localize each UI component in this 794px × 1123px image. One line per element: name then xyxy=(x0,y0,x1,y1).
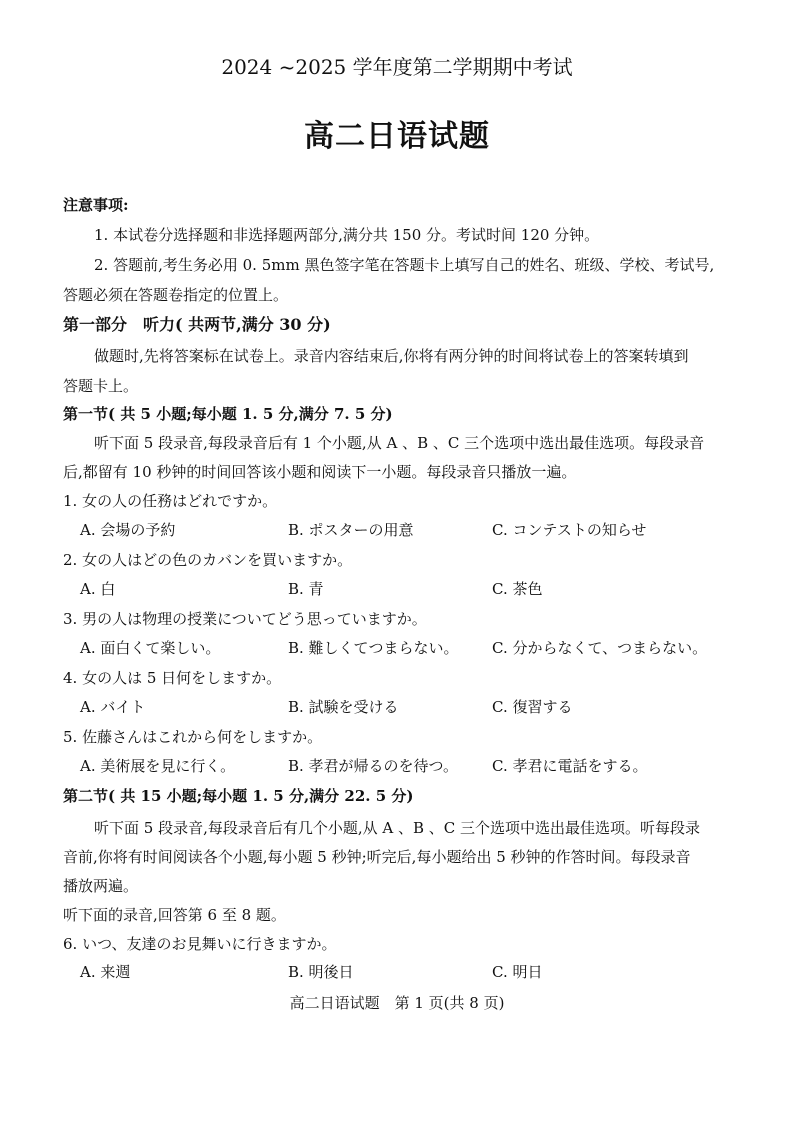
question-1-option-a: A. 会場の予約 xyxy=(80,521,176,539)
question-1-option-c: C. コンテストの知らせ xyxy=(492,521,647,539)
section2-intro-line-3: 播放两遍。 xyxy=(63,877,139,895)
part1-intro-line-2: 答题卡上。 xyxy=(63,377,139,395)
question-4: 4. 女の人は 5 日何をしますか。 xyxy=(63,669,282,687)
question-5: 5. 佐藤さんはこれから何をしますか。 xyxy=(63,728,323,746)
part1-intro-line-1: 做题时,先将答案标在试卷上。录音内容结束后,你将有两分钟的时间将试卷上的答案转填到 xyxy=(94,347,689,365)
question-3-option-a: A. 面白くて楽しい。 xyxy=(80,639,221,657)
question-2-option-c: C. 茶色 xyxy=(492,580,543,598)
question-2-option-a: A. 白 xyxy=(80,580,116,598)
question-6-option-b: B. 明後日 xyxy=(288,963,354,981)
page-footer: 高二日语试题 第 1 页(共 8 页) xyxy=(289,994,505,1012)
question-6: 6. いつ、友達のお見舞いに行きますか。 xyxy=(63,935,337,953)
question-3: 3. 男の人は物理の授業についてどう思っていますか。 xyxy=(63,610,427,628)
question-5-option-c: C. 孝君に電話をする。 xyxy=(492,757,648,775)
section2-intro-line-2: 音前,你将有时间阅读各个小题,每小题 5 秒钟;听完后,每小题给出 5 秒钟的作答时间。每段录音 xyxy=(63,848,691,866)
notice-heading: 注意事项: xyxy=(63,196,129,214)
question-1: 1. 女の人の任務はどれですか。 xyxy=(63,492,278,510)
question-3-option-c: C. 分からなくて、つまらない。 xyxy=(492,639,708,657)
part1-heading: 第一部分 听力( 共两节,满分 30 分) xyxy=(63,315,331,334)
notice-item-1: 1. 本试卷分选择题和非选择题两部分,满分共 150 分。考试时间 120 分钟。 xyxy=(94,226,600,244)
question-2-option-b: B. 青 xyxy=(288,580,324,598)
question-3-option-b: B. 難しくてつまらない。 xyxy=(288,639,459,657)
notice-item-2: 2. 答题前,考生务必用 0. 5mm 黑色签字笔在答题卡上填写自己的姓名、班级、学校、考试号, xyxy=(94,256,715,274)
section1-intro-line-2: 后,都留有 10 秒钟的时间回答该小题和阅读下一小题。每段录音只播放一遍。 xyxy=(63,463,577,481)
question-6-option-c: C. 明日 xyxy=(492,963,543,981)
question-5-option-b: B. 孝君が帰るのを待つ。 xyxy=(288,757,458,775)
question-4-option-a: A. バイト xyxy=(80,698,146,716)
section2-heading: 第二节( 共 15 小题;每小题 1. 5 分,满分 22. 5 分) xyxy=(63,787,414,805)
notice-item-2-cont: 答题必须在答题卷指定的位置上。 xyxy=(63,286,289,304)
paper-title: 高二日语试题 xyxy=(304,119,490,154)
question-4-option-b: B. 試験を受ける xyxy=(288,698,399,716)
section2-intro-line-1: 听下面 5 段录音,每段录音后有几个小题,从 A 、B 、C 三个选项中选出最佳选项。听每段录 xyxy=(94,819,701,837)
question-4-option-c: C. 復習する xyxy=(492,698,573,716)
question-5-option-a: A. 美術展を見に行く。 xyxy=(80,757,236,775)
question-6-option-a: A. 来週 xyxy=(80,963,131,981)
group-intro-6-8: 听下面的录音,回答第 6 至 8 题。 xyxy=(63,906,286,924)
section1-heading: 第一节( 共 5 小题;每小题 1. 5 分,满分 7. 5 分) xyxy=(63,405,393,423)
section1-intro-line-1: 听下面 5 段录音,每段录音后有 1 个小题,从 A 、B 、C 三个选项中选出最佳选项。每段录音 xyxy=(94,434,705,452)
question-2: 2. 女の人はどの色のカバンを買いますか。 xyxy=(63,551,353,569)
exam-title: 2024 ~2025 学年度第二学期期中考试 xyxy=(221,55,573,79)
question-1-option-b: B. ポスターの用意 xyxy=(288,521,414,539)
